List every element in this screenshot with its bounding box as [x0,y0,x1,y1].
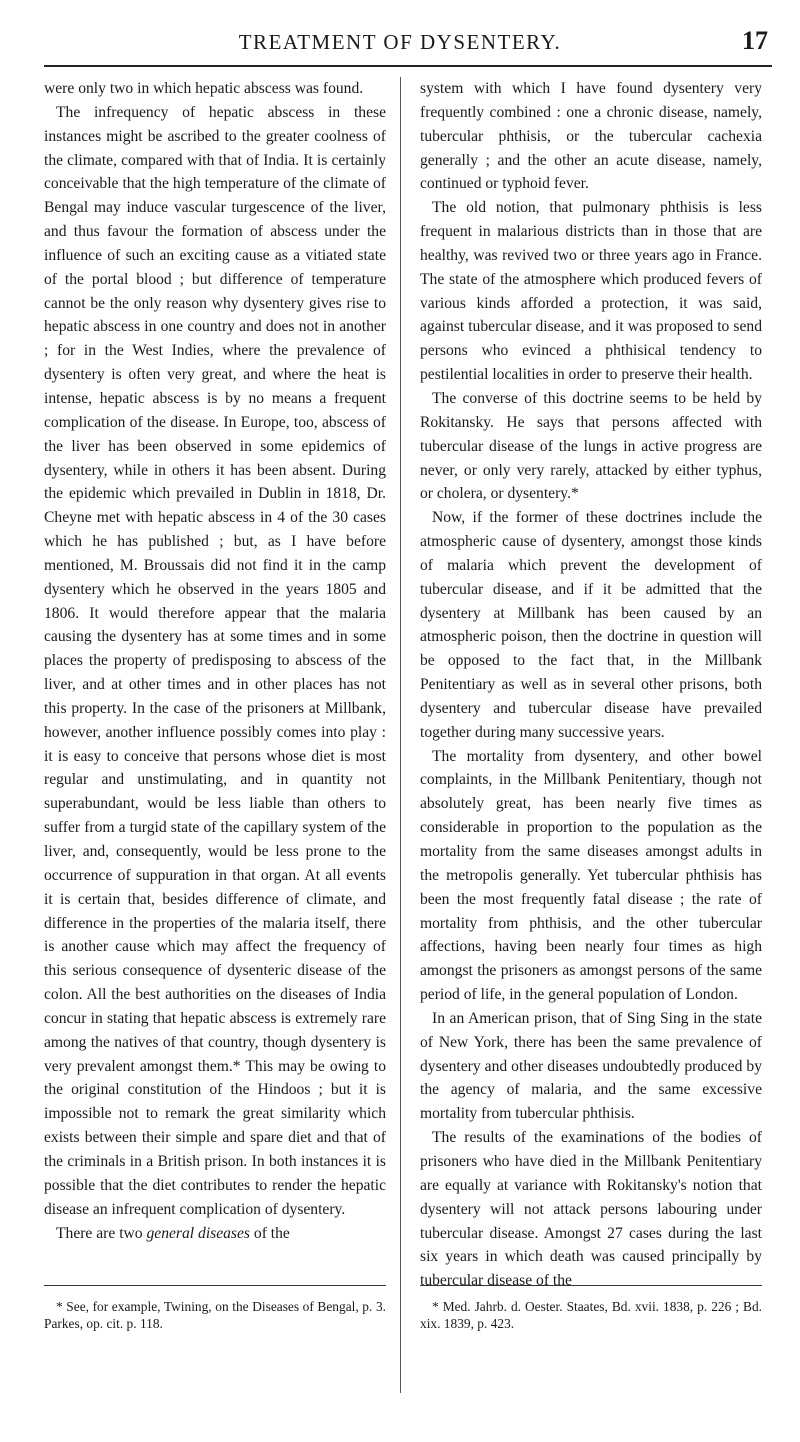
paragraph: In an American prison, that of Sing Sing in the state of New York, there has been the same prevalence of dysentery and other diseases undoubtedly produced by the agency of malaria, and the same excessive mortality from tubercular phthisis. [420,1009,762,1123]
page-number: 17 [742,26,768,55]
footnote-left [44,1298,386,1332]
header-rule [44,65,772,67]
footnote-rule-left [44,1285,386,1286]
paragraph: The converse of this doctrine seems to be held by Rokitansky. He says that persons affected with tubercular disease of the lungs in active progress are never, or only very rarely, attacked by either typhus, or cholera, or dysentery.* [420,389,762,503]
emphasis: general diseases [146,1224,250,1242]
paragraph: The old notion, that pulmonary phthisis is less frequent in malarious districts than in those that are healthy, was revived two or three years ago in France. The state of the atmosphere which produced fevers of various kinds afforded a protection, it was said, against tubercular disease, and it was proposed to send persons who evinced a phthisical tendency to pestilential localities in order to preserve their health. [420,199,762,384]
paragraph: The mortality from dysentery, and other bowel complaints, in the Millbank Penitentiary, though not absolutely great, has been nearly five times as considerable in proportion to the population as the mortality from the same diseases amongst adults in the metropolis generally. Yet tubercular phthisis has been the most frequently fatal disease ; the rate of mortality from phthisis, and the other tubercular affections, having been nearly four times as high amongst the prisoners as amongst persons of the same period of life, in the general population of London. [420,747,762,1004]
footnote-text: * See, for example, Twining, on the Diseases of Bengal, p. 3. Parkes, op. cit. p. 118. [44,1299,386,1331]
paragraph: The infrequency of hepatic abscess in these instances might be ascribed to the greater coolness of the climate, compared with that of India. It is certainly conceivable that the high temperature of the climate of Bengal may induce vascular turgescence of the liver, and thus favour the formation of abscess under the influence of such an exciting cause as a vitiated state of the portal blood ; but difference of temperature cannot be the only reason why dysentery gives rise to hepatic abscess in one country and does not in another ; for in the West Indies, where the prevalence of dysentery is often very great, and where the heat is intense, hepatic abscess is by no means a frequent complication of the disease. In Europe, too, abscess of the liver has been observed in some epidemics of dysentery, while in others it has been absent. During the epidemic which prevailed in Dublin in 1818, Dr. Cheyne met with hepatic abscess in 4 of the 30 cases which he has published ; but, as I have before mentioned, M. Broussais did not find it in the camp dysentery which he observed in the years 1805 and 1806. It would therefore appear that the malaria causing the dysentery has at some times and in some places the property of predisposing to abscess of the liver, and at other times and in other places has not this property. In the case of the prisoners at Millbank, however, another influence possibly comes into play : it is easy to conceive that persons whose diet is most regular and unstimulating, and in quantity not superabundant, would be less liable than others to suffer from a turgid state of the capillary system of the liver, and, consequently, would be less prone to the occurrence of suppuration in that organ. At all events it is certain that, besides difference of climate, and difference in the properties of the malaria itself, there is another cause which may affect the frequency of this serious consequence of dysenteric disease of the colon. All the best authorities on the diseases of India concur in stating that hepatic abscess is extremely rare among the natives of that country, though dysentery is very prevalent amongst them.* This may be owing to the original constitution of the Hindoos ; but it is impossible not to remark the great similarity which exists between their simple and spare diet and that of the criminals in a British prison. In both instances it is possible that the diet contributes to render the hepatic disease an infrequent complication of dysentery. [44,103,386,1218]
paragraph [44,1222,386,1246]
paragraph: were only two in which hepatic abscess was found. [44,80,364,97]
paragraph: Now, if the former of these doctrines include the atmospheric cause of dysentery, amongst those kinds of malaria which prevent the development of tubercular disease, and if it be admitted that the dysentery at Millbank has been caused by an atmospheric poison, then the doctrine in question will be opposed to the fact that, in the Millbank Penitentiary as well as in several other prisons, both dysentery and tubercular disease have prevailed together during many successive years. [420,509,762,741]
footnote-rule-right [420,1285,762,1286]
footnote-text: * Med. Jahrb. d. Oester. Staates, Bd. xvii. 1838, p. 226 ; Bd. xix. 1839, p. 423. [420,1299,762,1331]
text-run: There are two [56,1224,147,1242]
text-run: of the [250,1224,290,1242]
left-column [44,77,386,1245]
right-column [420,77,762,1293]
paragraph: system with which I have found dysentery very frequently combined : one a chronic disease, namely, tubercular phthisis, or the tubercular cachexia generally ; and the other an acute disease, namely, continued or typhoid fever. [420,80,762,193]
running-title: TREATMENT OF DYSENTERY. [238,30,562,54]
column-divider [400,77,401,1393]
paragraph: The results of the examinations of the bodies of prisoners who have died in the Millbank Penitentiary are equally at variance with Rokitansky's notion that dysentery will not attack persons labouring under tubercular disease. Amongst 27 cases during the last six years in which death was caused principally by tubercular disease of the [420,1129,762,1290]
footnote-right [420,1298,762,1332]
